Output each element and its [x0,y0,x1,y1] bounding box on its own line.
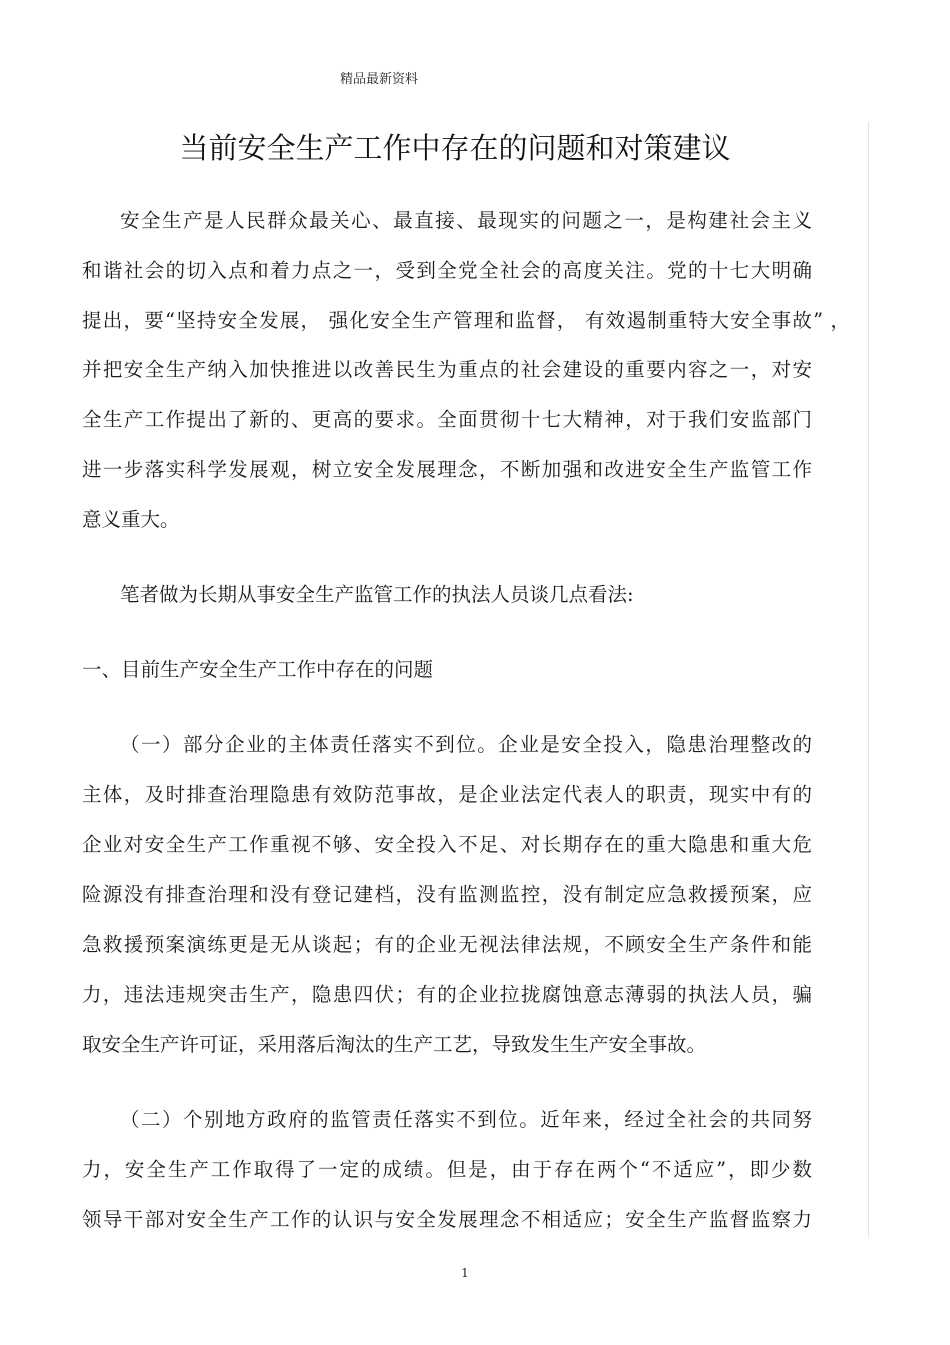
page-edge-divider [868,122,869,1237]
paragraph-line: 急救援预案演练更是无从谈起；有的企业无视法律法规，不顾安全生产条件和能 [82,933,812,956]
document-title: 当前安全生产工作中存在的问题和对策建议 [179,131,731,165]
paragraph-line: 力，违法违规突击生产，隐患四伏；有的企业拉拢腐蚀意志薄弱的执法人员，骗 [82,983,812,1006]
paragraph-line: 进一步落实科学发展观，树立安全发展理念，不断加强和改进安全生产监管工作 [82,458,812,481]
paragraph-line: 提出，要“坚持安全发展， 强化安全生产管理和监督， 有效遏制重特大安全事故” ， [82,309,850,332]
paragraph-line: 意义重大。 [82,508,180,531]
paragraph-line: 取安全生产许可证，采用落后淘汰的生产工艺，导致发生生产安全事故。 [82,1033,707,1056]
paragraph-line: （一）部分企业的主体责任落实不到位。企业是安全投入，隐患治理整改的 [120,733,812,756]
paragraph-line: 领导干部对安全生产工作的认识与安全发展理念不相适应；安全生产监督监察力 [82,1208,812,1231]
paragraph-line: 笔者做为长期从事安全生产监管工作的执法人员谈几点看法: [120,583,634,606]
paragraph-line: 全生产工作提出了新的、更高的要求。全面贯彻十七大精神，对于我们安监部门 [82,408,812,431]
paragraph-line: 企业对安全生产工作重视不够、安全投入不足、对长期存在的重大隐患和重大危 [82,833,812,856]
header-note: 精品最新资料 [340,72,419,87]
paragraph-line: 险源没有排查治理和没有登记建档，没有监测监控，没有制定应急救援预案，应 [82,883,812,906]
paragraph-line: （二）个别地方政府的监管责任落实不到位。近年来，经过全社会的共同努 [120,1108,812,1131]
paragraph-line: 和谐社会的切入点和着力点之一，受到全党全社会的高度关注。党的十七大明确 [82,259,812,282]
paragraph-line: 并把安全生产纳入加快推进以改善民生为重点的社会建设的重要内容之一，对安 [82,358,812,381]
paragraph-line: 安全生产是人民群众最关心、最直接、最现实的问题之一，是构建社会主义 [120,209,812,232]
page-number: 1 [461,1266,469,1280]
section-heading: 一、目前生产安全生产工作中存在的问题 [82,658,434,681]
paragraph-line: 力，安全生产工作取得了一定的成绩。但是，由于存在两个“不适应”，即少数 [82,1158,812,1181]
paragraph-line: 主体，及时排查治理隐患有效防范事故，是企业法定代表人的职责，现实中有的 [82,783,812,806]
